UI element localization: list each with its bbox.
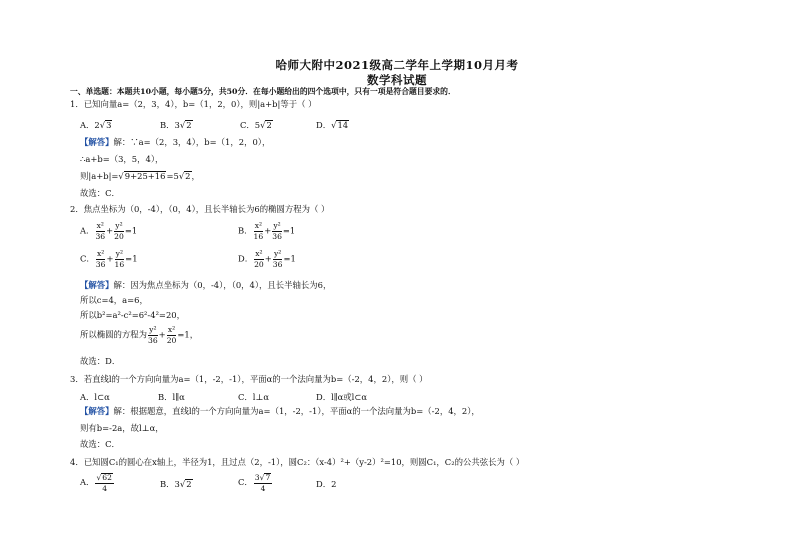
q3-solution-line-2: 则有b=-2a，故l⊥α， bbox=[80, 423, 164, 433]
q1-solution-line-1: 【解答】解：∵a=（2，3，4），b=（1，2，0）， bbox=[80, 137, 271, 147]
q3-option-a: A．l⊂α bbox=[80, 392, 110, 402]
q1-solution-line-4: 故选：C． bbox=[80, 188, 120, 198]
exam-subtitle: 数学科试题 bbox=[367, 73, 427, 87]
q4-option-c: C． $\frac{3√7}{4}$ bbox=[238, 473, 271, 493]
q1-solution-line-2: ∴a+b=（3，5，4）， bbox=[80, 154, 164, 164]
q1-option-a: A．2√3 bbox=[80, 120, 112, 130]
q2-option-a: A． $\frac{\text{x²}}{36}$ + $\frac{\text{y²}}{20}$ =1 bbox=[80, 221, 138, 241]
q2-option-c: C． $\frac{\text{x²}}{36}$ + $\frac{\text{y²}}{16}$ =1 bbox=[80, 249, 138, 269]
q4-option-d: D．2 bbox=[316, 479, 337, 489]
q2-solution-line-1: 【解答】解：因为焦点坐标为（0，-4），（0，4），且长半轴长为6， bbox=[80, 280, 332, 290]
q2-stem: 2．焦点坐标为（0，-4），（0，4），且长半轴长为6的椭圆方程为（ ） bbox=[70, 204, 330, 214]
q2-solution-line-3: 所以b²=a²-c²=6²-4²=20， bbox=[80, 310, 185, 320]
q4-option-b: B．3√2 bbox=[160, 479, 192, 489]
q3-option-d: D．l∥α或l⊂α bbox=[316, 392, 368, 402]
q1-option-c: C．5√2 bbox=[240, 120, 272, 130]
q2-solution-line-2: 所以c=4，a=6， bbox=[80, 295, 148, 305]
q3-option-c: C．l⊥α bbox=[238, 392, 269, 402]
q4-option-a: A． $\frac{√62}{4}$ bbox=[80, 473, 112, 493]
q3-stem: 3．若直线l的一个方向向量为a=（1，-2，-1），平面α的一个法向量为b=（-2，4，2），则（ ） bbox=[70, 374, 428, 384]
q1-option-b: B．3√2 bbox=[160, 120, 192, 130]
q2-solution-line-5: 故选：D． bbox=[80, 356, 121, 366]
section-heading: 一、单选题：本题共10小题，每小题5分，共50分．在每小题给出的四个选项中，只有一项是符合题目要求的． bbox=[70, 87, 456, 96]
q2-solution-line-4: 所以椭圆的方程为 $\frac{\text{y²}}{36}$ + $\frac{\text{x²}}{20}$ =1， bbox=[80, 325, 199, 345]
q3-option-b: B．l∥α bbox=[158, 392, 185, 402]
q3-solution-line-1: 【解答】解：根据题意，直线l的一个方向向量为a=（1，-2，-1），平面α的一个法向量为b=（-2，4，2）， bbox=[80, 406, 480, 416]
exam-title: 哈师大附中2021级高二学年上学期10月月考 bbox=[275, 58, 519, 72]
q3-solution-line-3: 故选：C． bbox=[80, 439, 120, 449]
q1-option-d: D．√14 bbox=[316, 120, 349, 130]
q4-stem: 4．已知圆C₁的圆心在x轴上，半径为1，且过点（2，-1），圆C₂：（x-4）²+（y-2）²=10，则圆C₁，C₂的公共弦长为（ ） bbox=[70, 457, 525, 467]
q1-solution-line-3: 则|a+b|=√9+25+16=5√2， bbox=[80, 171, 200, 181]
q2-option-b: B． $\frac{\text{x²}}{16}$ + $\frac{\text{y²}}{36}$ =1 bbox=[238, 221, 296, 241]
q1-stem: 1．已知向量a=（2，3，4），b=（1，2，0），则|a+b|等于（ ） bbox=[70, 99, 317, 109]
q2-option-d: D． $\frac{\text{x²}}{20}$ + $\frac{\text{y²}}{36}$ =1 bbox=[238, 249, 296, 269]
